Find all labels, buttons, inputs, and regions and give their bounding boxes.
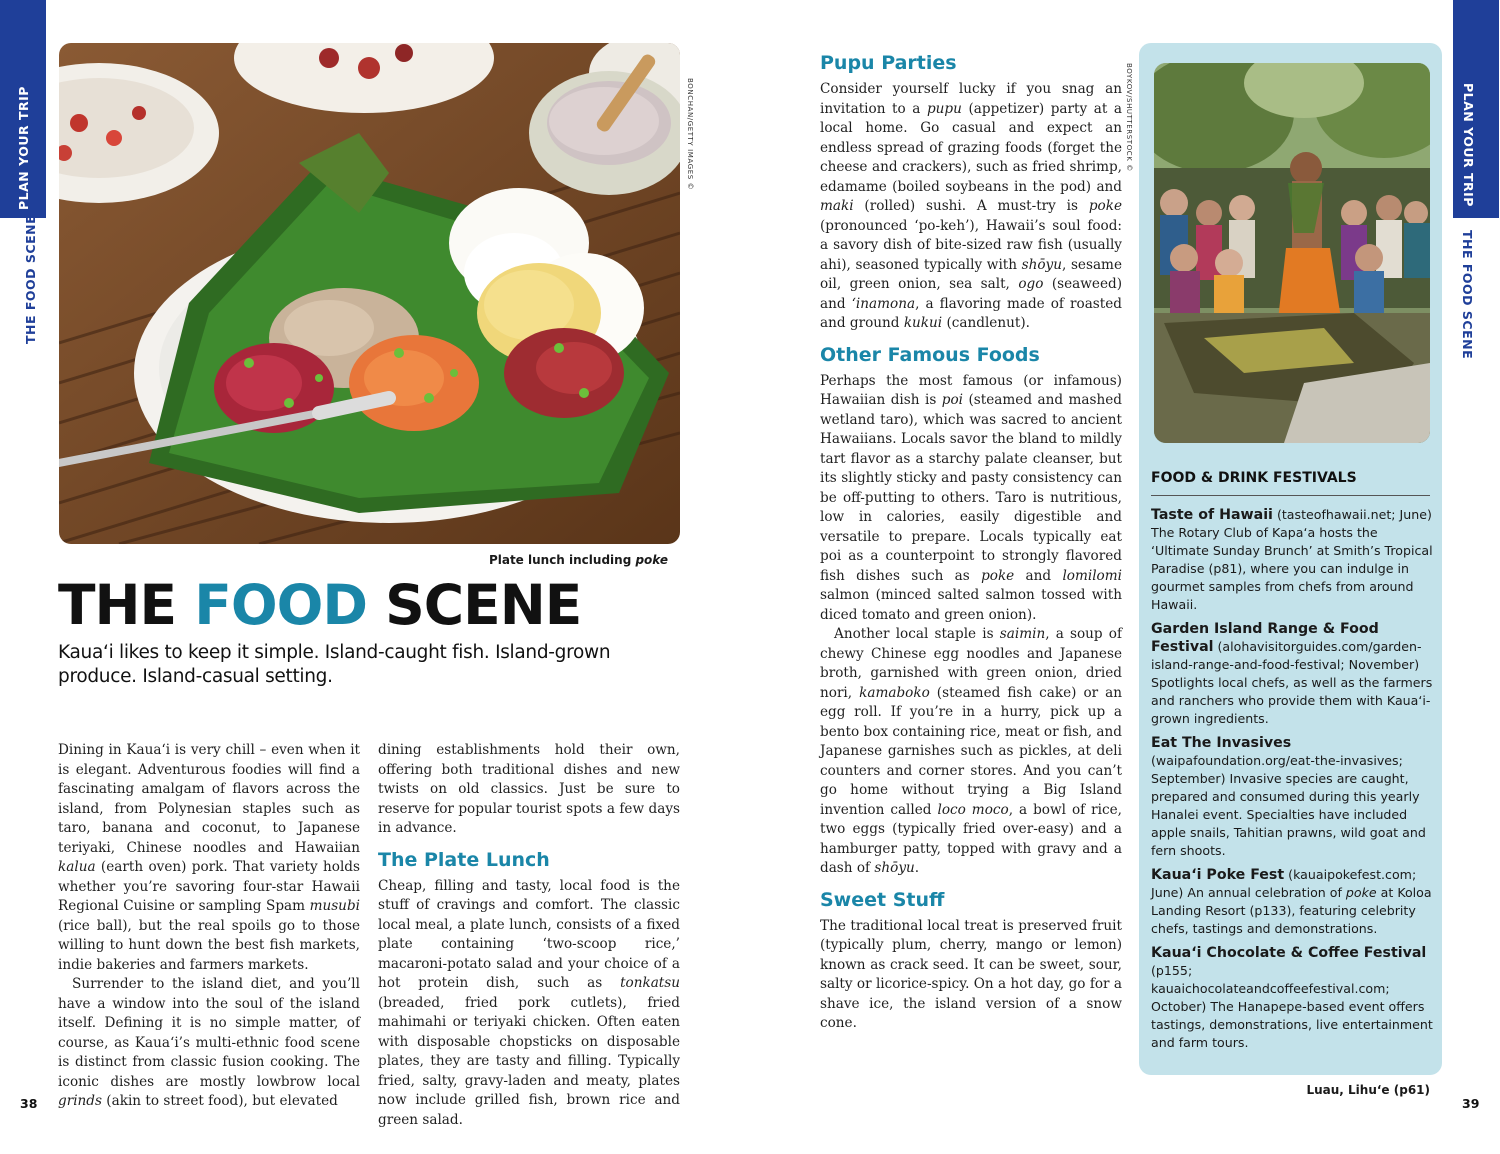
right-section-tab — [1453, 0, 1499, 218]
paragraph: Surrender to the island diet, and you’ll have a window into the soul of the island itself. Defining it is no simple matter, of course, as Kaua‘i’s multi-ethnic food scene is distinct from classic fusion cooking. The iconic dishes are mostly lowbrow local grinds (akin to street food), but elevated — [58, 976, 360, 1109]
body-column-2 — [378, 741, 680, 1130]
right-photo-caption: Luau, Lihu‘e (p61) — [1306, 1083, 1430, 1097]
left-chapter-label: THE FOOD SCENE — [23, 214, 38, 344]
festival-item: Kaua‘i Chocolate & Coffee Festival (p155; kauaichocolateandcoffeefestival.com; October) The Hanapepe-based event offers tastings, demonstrations, live entertainment and farm tours. — [1151, 945, 1433, 1050]
paragraph: The traditional local treat is preserved fruit (typically plum, cherry, mango or lemon) known as crack seed. It can be sweet, sour, salty or licorice-spicy. On a hot day, go for a shave ice, the island version of a snow cone. — [820, 917, 1122, 1031]
festival-item: Garden Island Range & Food Festival (alohavisitorguides.com/garden-island-range-and-food-festival; November) Spotlights local chefs, as well as the farmers and ranchers who provide them with Kaua‘i-grown ingredients. — [1151, 621, 1433, 726]
right-photo-credit: BOYKOV/SHUTTERSTOCK © — [1125, 63, 1133, 172]
left-photo-caption: Plate lunch including poke — [488, 553, 668, 567]
paragraph: Dining in Kaua‘i is very chill – even when it is elegant. Adventurous foodies will find a fascinating amalgam of flavors across the island, from Polynesian staples such as taro, banana and coconut, to Japanese teriyaki, Chinese noodles and Hawaiian kalua (earth oven) pork. That variety holds whether you’re savoring four-star Hawaii Regional Cuisine or sampling Spam musubi (rice ball), but the real spoils go to those willing to hunt down the best fish markets, indie bakeries and farmers markets. — [58, 742, 360, 973]
body-column-1 — [58, 741, 360, 1112]
paragraph: dining establishments hold their own, offering both traditional dishes and new twists on old classics. Just be sure to reserve for popular tourist spots a few days in advance. — [378, 742, 680, 836]
heading-pupu-parties: Pupu Parties — [820, 52, 957, 74]
left-photo-credit: BONCHAN/GETTY IMAGES © — [686, 78, 694, 191]
festival-item: Taste of Hawaii (tasteofhawaii.net; June) The Rotary Club of Kapa‘a hosts the ‘Ultimate Sunday Brunch’ at Smith’s Tropical Paradise (p81), where you can indulge in gourmet samples from chefs from around Hawaii. — [1151, 507, 1433, 612]
paragraph: Consider yourself lucky if you snag an invitation to a pupu (appetizer) party at a local home. Go casual and expect an endless spread of grazing foods (forget the cheese and crackers), such as fried shrimp, edamame (boiled soybeans in the pod) and maki (rolled) sushi. A must-try is poke (pronounced ‘po-keh’), Hawaii’s soul food: a savory dish of bite-sized raw fish (usually ahi), seasoned typically with shōyu, sesame oil, green onion, sea salt, ogo (seaweed) and ‘inamona, a flavoring made of roasted and ground kukui (candlenut). — [820, 81, 1123, 331]
heading-other-famous-foods: Other Famous Foods — [820, 343, 1040, 366]
body-column-3 — [820, 50, 1122, 1034]
festival-list — [1151, 506, 1433, 1058]
right-section-label: PLAN YOUR TRIP — [1461, 83, 1476, 207]
plate-lunch-photo — [59, 43, 680, 544]
paragraph: Cheap, filling and tasty, local food is the stuff of cravings and comfort. The classic local meal, a plate lunch, consists of a fixed plate containing ‘two-scoop rice,’ macaroni-potato salad and your choice of a hot protein dish, such as tonkatsu (breaded, fried pork cutlets), fried mahimahi or teriyaki chicken. Often eaten with disposable chopsticks on disposable plates, they are tasty and filling. Typically fried, salty, gravy-laden and meaty, plates now include grilled fish, brown rice and green salad. — [378, 877, 680, 1128]
festival-item: Eat The Invasives (waipafoundation.org/eat-the-invasives; September) Invasive species are caught, prepared and consumed during this yearly Hanalei event. Specialties have included apple snails, Tahitian prawns, wild goat and fern shoots. — [1151, 735, 1426, 858]
paragraph: Another local staple is saimin, a soup of chewy Chinese egg noodles and Japanese broth, garnished with green onion, dried nori, kamaboko (steamed fish cake) or an egg roll. If you’re in a hurry, pick up a bento box containing rice, meat or fish, and Japanese garnishes such as pickles, at deli counters and corner stores. And you can’t go home without trying a Big Island invention called loco moco, a bowl of rice, two eggs (typically fried over-easy) and a hamburger patty, topped with gravy and a dash of shōyu. — [820, 626, 1122, 876]
luau-photo — [1154, 63, 1430, 443]
heading-sweet-stuff: Sweet Stuff — [820, 888, 945, 911]
page-number-right: 39 — [1462, 1096, 1480, 1111]
right-chapter-label: THE FOOD SCENE — [1460, 230, 1475, 360]
left-section-label: PLAN YOUR TRIP — [16, 86, 31, 210]
paragraph: Perhaps the most famous (or infamous) Hawaiian dish is poi (steamed and mashed wetland taro), which was sacred to ancient Hawaiians. Locals savor the bland to mildly tart flavor as a starchy palate cleanser, but its slightly sticky and pasty consistency can be off-putting to others. Taro is nutritious, low in calories, easily digestible and versatile to prepare. Locals typically eat poi as a counterpoint to strongly flavored fish dishes such as poke and lomilomi salmon (minced salted salmon tossed with diced tomato and green onion). — [820, 372, 1122, 623]
festival-item: Kaua‘i Poke Fest (kauaipokefest.com; June) An annual celebration of poke at Koloa Landing Resort (p133), featuring celebrity chefs, tastings and demonstrations. — [1151, 867, 1432, 936]
heading-plate-lunch: The Plate Lunch — [378, 848, 550, 871]
page-number-left: 38 — [20, 1096, 38, 1111]
festivals-heading: FOOD & DRINK FESTIVALS — [1151, 470, 1430, 496]
intro-text: Kaua‘i likes to keep it simple. Island-caught fish. Island-grown produce. Island-casual setting. — [58, 642, 611, 687]
page-title: THE FOOD SCENE — [58, 573, 582, 637]
